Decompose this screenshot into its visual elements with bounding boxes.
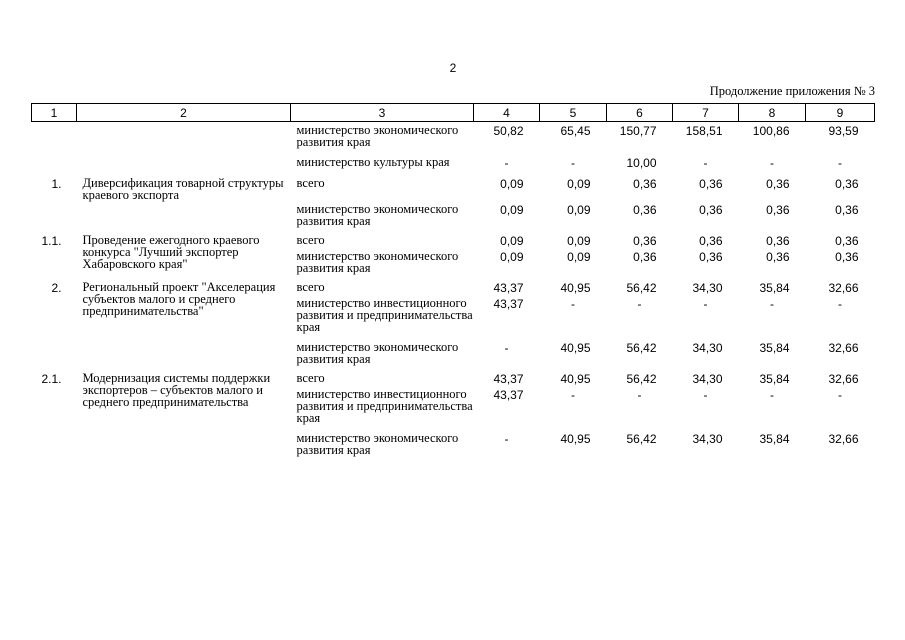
row-value: 40,95 bbox=[560, 372, 591, 386]
row-value: 0,36 bbox=[633, 177, 657, 191]
row-value: - bbox=[838, 297, 842, 311]
table-row bbox=[32, 424, 875, 456]
row-executor: министерство экономического развития края bbox=[296, 431, 459, 457]
row-number bbox=[32, 248, 77, 274]
row-executor: министерство культуры края bbox=[296, 155, 450, 169]
row-value: 158,51 bbox=[685, 124, 723, 138]
row-name bbox=[77, 333, 291, 365]
row-value: 65,45 bbox=[560, 124, 591, 138]
table-row bbox=[32, 122, 875, 149]
row-value: - bbox=[770, 388, 774, 402]
row-value: 56,42 bbox=[626, 341, 657, 355]
row-value: 0,09 bbox=[567, 203, 591, 217]
row-value: 32,66 bbox=[828, 432, 859, 446]
table-row bbox=[32, 227, 875, 248]
row-value: 0,09 bbox=[500, 177, 524, 191]
header-cell: 7 bbox=[673, 104, 739, 122]
row-executor: министерство экономического развития края bbox=[296, 123, 459, 149]
row-name: Модернизация системы поддержки экспортеров – субъектов малого и среднего предпринимательства bbox=[82, 371, 271, 409]
row-value: 43,37 bbox=[493, 281, 524, 295]
page-number: 2 bbox=[449, 61, 457, 75]
row-value: - bbox=[703, 297, 708, 311]
row-value: 0,09 bbox=[567, 177, 591, 191]
row-value: - bbox=[504, 156, 509, 170]
row-value: 0,36 bbox=[835, 203, 859, 217]
row-number: 2. bbox=[51, 281, 62, 295]
table-row bbox=[32, 333, 875, 365]
row-value: - bbox=[770, 297, 774, 311]
row-value: 40,95 bbox=[560, 341, 591, 355]
row-number bbox=[32, 148, 77, 170]
row-value: 0,36 bbox=[835, 177, 859, 191]
row-value: 43,37 bbox=[493, 372, 524, 386]
row-value: 0,36 bbox=[835, 250, 859, 264]
row-executor: министерство экономического развития края bbox=[296, 340, 459, 366]
row-value: 10,00 bbox=[626, 156, 657, 170]
row-name bbox=[77, 122, 291, 149]
row-number bbox=[32, 333, 77, 365]
header-cell: 1 bbox=[32, 104, 77, 122]
row-value: 35,84 bbox=[759, 432, 790, 446]
row-executor: всего bbox=[296, 176, 325, 190]
row-value: - bbox=[703, 156, 708, 170]
row-executor: министерство инвестиционного развития и предпринимательства края bbox=[296, 387, 473, 425]
row-value: - bbox=[703, 388, 708, 402]
table-row bbox=[32, 201, 875, 227]
row-name: Проведение ежегодного краевого конкурса "Лучший экспортер Хабаровского края" bbox=[82, 233, 260, 271]
row-number: 2.1. bbox=[41, 372, 62, 386]
row-value: 0,36 bbox=[633, 203, 657, 217]
row-name: Диверсификация товарной структуры краевого экспорта bbox=[82, 176, 284, 202]
table-row bbox=[32, 148, 875, 170]
header-cell: 3 bbox=[291, 104, 474, 122]
row-executor: министерство экономического развития края bbox=[296, 249, 459, 275]
row-value: 0,09 bbox=[500, 234, 524, 248]
row-value: 40,95 bbox=[560, 281, 591, 295]
header-cell: 6 bbox=[607, 104, 673, 122]
row-value: - bbox=[637, 388, 642, 402]
row-name bbox=[77, 424, 291, 456]
row-name bbox=[77, 201, 291, 227]
row-executor: всего bbox=[296, 280, 325, 294]
row-number bbox=[32, 424, 77, 456]
row-value: 34,30 bbox=[692, 432, 723, 446]
row-value: 0,36 bbox=[699, 203, 723, 217]
row-value: 34,30 bbox=[692, 372, 723, 386]
row-value: 0,36 bbox=[633, 234, 657, 248]
row-value: - bbox=[504, 341, 509, 355]
row-name bbox=[77, 148, 291, 170]
row-value: 34,30 bbox=[692, 281, 723, 295]
header-cell: 5 bbox=[540, 104, 607, 122]
row-value: 0,36 bbox=[699, 177, 723, 191]
header-cell: 2 bbox=[77, 104, 291, 122]
row-value: 35,84 bbox=[759, 281, 790, 295]
row-value: 0,36 bbox=[766, 177, 790, 191]
row-name: Региональный проект "Акселерация субъектов малого и среднего предпринимательства" bbox=[82, 280, 276, 318]
header-cell: 9 bbox=[806, 104, 875, 122]
row-number bbox=[32, 295, 77, 333]
row-value: 50,82 bbox=[493, 124, 524, 138]
row-executor: министерство экономического развития края bbox=[296, 202, 459, 228]
row-value: 0,36 bbox=[835, 234, 859, 248]
row-value: 32,66 bbox=[828, 372, 859, 386]
row-executor: всего bbox=[296, 233, 325, 247]
row-value: 0,36 bbox=[699, 234, 723, 248]
header-row bbox=[32, 104, 875, 122]
table-row bbox=[32, 170, 875, 201]
row-value: 56,42 bbox=[626, 372, 657, 386]
row-value: 0,09 bbox=[567, 250, 591, 264]
row-value: 35,84 bbox=[759, 341, 790, 355]
row-value: 0,36 bbox=[633, 250, 657, 264]
appendix-table bbox=[31, 103, 875, 456]
row-value: - bbox=[571, 388, 575, 402]
table-row bbox=[32, 365, 875, 386]
row-value: 32,66 bbox=[828, 281, 859, 295]
row-value: 0,36 bbox=[766, 234, 790, 248]
table-row bbox=[32, 274, 875, 295]
row-value: 32,66 bbox=[828, 341, 859, 355]
row-value: - bbox=[838, 156, 842, 170]
row-number bbox=[32, 122, 77, 149]
row-executor: всего bbox=[296, 371, 325, 385]
row-number: 1.1. bbox=[41, 234, 62, 248]
row-value: 34,30 bbox=[692, 341, 723, 355]
row-value: - bbox=[504, 432, 509, 446]
row-value: - bbox=[571, 297, 575, 311]
continuation-label: Продолжение приложения № 3 bbox=[709, 84, 875, 98]
row-value: - bbox=[637, 297, 642, 311]
row-value: 40,95 bbox=[560, 432, 591, 446]
row-number bbox=[32, 201, 77, 227]
row-value: 100,86 bbox=[752, 124, 790, 138]
header-cell: 4 bbox=[474, 104, 540, 122]
row-value: 150,77 bbox=[619, 124, 657, 138]
row-value: 0,09 bbox=[500, 203, 524, 217]
row-number bbox=[32, 386, 77, 424]
row-value: 0,36 bbox=[699, 250, 723, 264]
row-value: 43,37 bbox=[493, 388, 524, 402]
row-value: 56,42 bbox=[626, 281, 657, 295]
row-value: 43,37 bbox=[493, 297, 524, 311]
row-value: 0,09 bbox=[567, 234, 591, 248]
row-value: - bbox=[838, 388, 842, 402]
row-value: 0,09 bbox=[500, 250, 524, 264]
row-value: 0,36 bbox=[766, 203, 790, 217]
header-cell: 8 bbox=[739, 104, 806, 122]
row-value: 35,84 bbox=[759, 372, 790, 386]
row-number: 1. bbox=[51, 177, 62, 191]
row-value: 93,59 bbox=[828, 124, 859, 138]
row-value: 56,42 bbox=[626, 432, 657, 446]
row-value: - bbox=[571, 156, 575, 170]
row-value: 0,36 bbox=[766, 250, 790, 264]
row-value: - bbox=[770, 156, 774, 170]
row-executor: министерство инвестиционного развития и предпринимательства края bbox=[296, 296, 473, 334]
